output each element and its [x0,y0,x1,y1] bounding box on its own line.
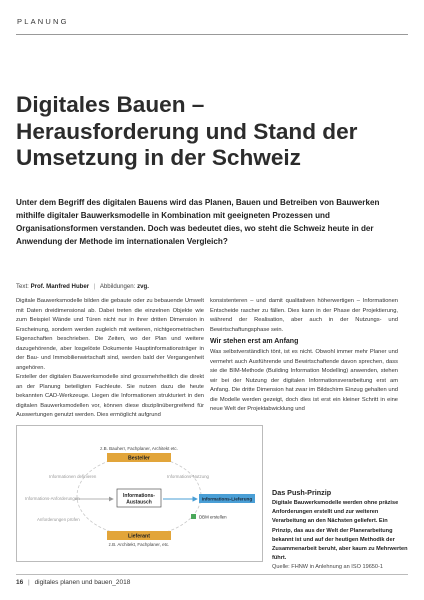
section-divider [16,34,408,35]
info-delivery-label: Informations-Lieferung [201,496,253,502]
create-model-label: DBM erstellen [199,514,227,520]
push-principle-diagram [16,425,263,562]
credits-images-label: Abbildungen: [99,283,136,290]
credits-separator: | [93,283,96,290]
footer-separator: | [28,579,30,586]
footer-divider [16,574,408,575]
caption-body: Digitale Bauwerksmodelle werden ohne präzise Anforderungen erstellt und zur weiteren Verarbeitung an den Nächsten geliefert. Ein Prinzip, das aus der Welt der Planerarbeitung bekannt ist und auf der heutigen Methodik der Zusammenarbeit beruht, aber kaum zu Mehrwerten führt. [272,500,408,562]
info-exchange-line-1: Informations- [123,493,155,499]
title-line-2: Herausforderung und Stand der [16,118,358,144]
title-line-3: Umsetzung in der Schweiz [16,145,301,170]
paragraph: Digitale Bauwerksmodelle bilden die gebaute oder zu bebauende Umwelt mit Daten dreidimensional ab. Dabei treten die einzelnen Objekte wie zum Beispiel Wände und Türen nicht nur in ihrer dritten Dimension in Erscheinung, sondern werden zugleich mit weiteren, nichtgeometrischen Eigenschaften beschrieben. Die Zeiten, wo der Plan und weitere dazugehörende, aber losgelöste Dokumente Hauptinformationsträger in der Bau- und Immobilienwirtschaft sind, werden bald der Vergangenheit angehören. [16,298,204,371]
body-column-right [210,297,398,415]
subheading: Wir stehen erst am Anfang [210,338,299,345]
info-requirements-label: Informations-Anforderungen [25,496,80,501]
credits-images-source: zvg. [137,283,149,290]
supplier-note: z.B. Architekt, Fachplaner, etc. [108,542,170,547]
article-title [16,92,411,172]
credits-author: Prof. Manfred Huber [30,283,90,290]
orderer-note: z.B. Bauherr, Fachplaner, Architekt etc. [100,446,178,451]
diagram-svg [17,426,262,561]
verify-requirements-label: Anforderungen prüfen [37,517,80,522]
caption-source: Quelle: FHNW in Anlehnung an ISO 19650-1 [272,564,384,571]
article-credits [16,283,149,290]
supplier-label: Lieferant [128,533,150,540]
page-footer [16,579,130,586]
model-icon [191,514,196,519]
figure-caption [272,487,408,573]
info-use-label: Informations-Nutzung [167,474,209,479]
publication-name: digitales planen und bauen_2018 [34,579,131,586]
article-lead: Unter dem Begriff des digitalen Bauens wird das Planen, Bauen und Betreiben von Bauwerken mithilfe digitaler Bauwerksmodelle in Kombination mit geeigneten Prozessen und Organisationsformen verstanden. Doch was bedeutet dies, wo steht die Schweiz heute in der Anwendung der Methode im internationalen Vergleich? [16,198,380,246]
title-line-1: Digitales Bauen – [16,92,205,117]
paragraph: Ersteller der digitalen Bauwerksmodelle sind grossmehrheitlich die direkt an der Planung beteiligten Fachleute. Sie nutzen dazu die heute bekannten CAD-Werkzeuge. Liegen die Informationen strukturiert in den digitalen Bauwerksmodellen vor, können diese disziplinübergreifend für Auswertungen genutzt werden. Dies ermöglicht aufgrund [16,374,204,418]
credits-text-label: Text: [16,283,29,290]
caption-title: Das Push-Prinzip [272,488,332,497]
define-info-label: Informationen definieren [49,474,97,479]
info-exchange-line-2: Austausch [126,499,152,506]
orderer-label: Besteller [128,455,150,462]
body-column-left [16,297,204,421]
page-number: 16 [16,579,24,586]
section-label: PLANUNG [17,17,69,26]
paragraph: Was selbstverständlich tönt, ist es nicht. Obwohl immer mehr Planer und vermehrt auch Ausführende und Bewirtschaftende davon sprechen, dass sie die BIM-Methode (Building Information Modelling) anwenden, stehen wir bei der Nutzung der digitalen Informationsverarbeitung erst am Anfang. Die dritte Dimension hat zwar im Bildschirm Einzug gehalten und die Modelle werden gezeigt, doch dies ist erst ein kleiner Schritt in eine neue Welt der Projektabwicklung und [210,349,398,412]
paragraph: konsistenteren – und damit qualitativen höherwertigen – Informationen Entscheide rascher zu fällen. Dies kann in der Phase der Projektierung, während der Realisation, aber auch in der Nutzungs- und Bewirtschaftungsphase sein. [210,298,398,333]
